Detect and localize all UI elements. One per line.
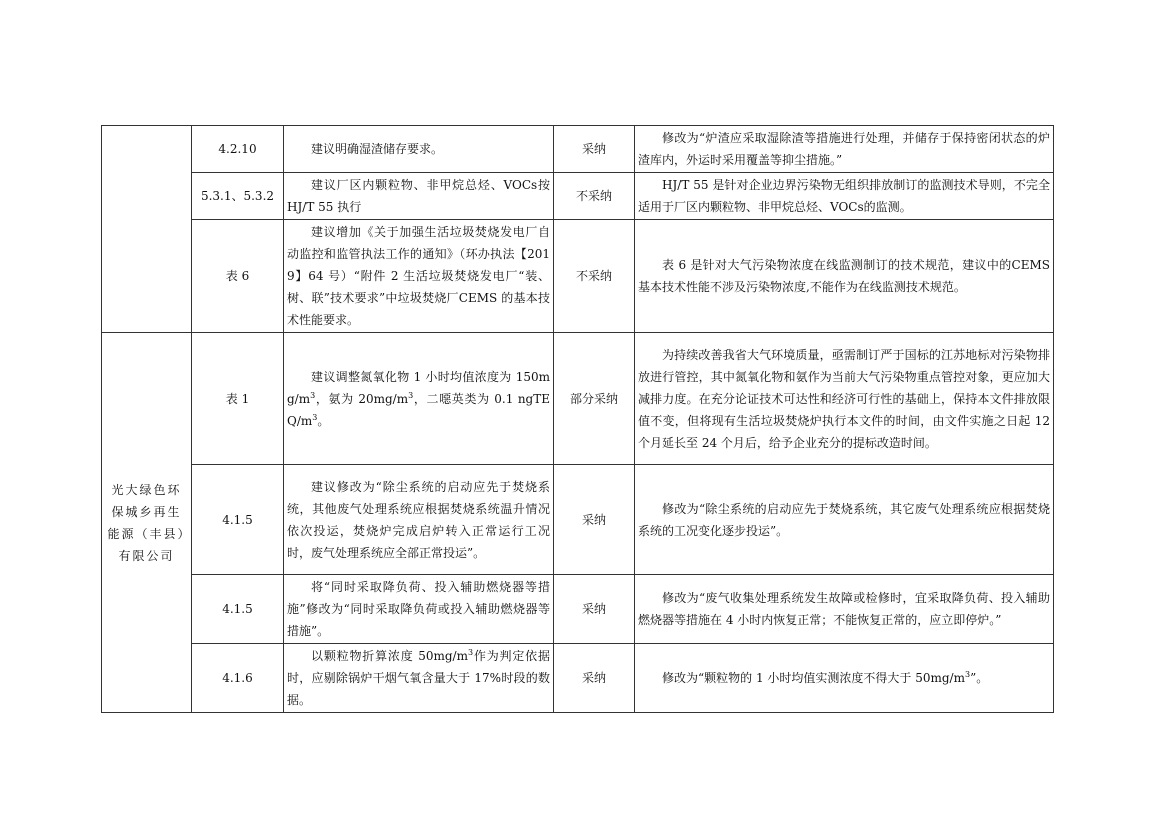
superscript: 3 [467, 648, 474, 657]
explanation-text-head: 修改为“颗粒物的 1 小时均值实测浓度不得大于 50mg/m [662, 671, 965, 685]
suggestion-text-head: 以颗粒物折算浓度 50mg/m [311, 649, 468, 663]
unit-cell: 光大绿色环保城乡再生能源（丰县）有限公司 [102, 333, 192, 713]
suggestion-cell: 将“同时采取降负荷、投入辅助燃烧器等措施”修改为“同时采取降负荷或投入辅助燃烧器等措施”。 [284, 575, 554, 644]
clause-cell: 4.1.6 [192, 644, 284, 713]
clause-cell: 4.1.5 [192, 465, 284, 575]
table-row [102, 465, 1054, 575]
explanation-text-tail: ”。 [970, 671, 989, 685]
suggestion-text-d: 。 [317, 413, 330, 428]
suggestion-cell: 建议厂区内颗粒物、非甲烷总烃、VOCs按 HJ/T 55 执行 [284, 173, 554, 220]
superscript: 3 [964, 670, 971, 679]
suggestion-cell: 建议明确湿渣储存要求。 [284, 126, 554, 173]
explanation-cell: HJ/T 55 是针对企业边界污染物无组织排放制订的监测技术导则，不完全适用于厂区内颗粒物、非甲烷总烃、VOCs的监测。 [635, 173, 1054, 220]
explanation-cell: 修改为“废气收集处理系统发生故障或检修时，宜采取降负荷、投入辅助燃烧器等措施在 4 小时内恢复正常；不能恢复正常的，应立即停炉。” [635, 575, 1054, 644]
explanation-cell [635, 644, 1054, 713]
suggestion-text-tail: 作为判定依据时，应剔除锅炉干烟气氧含量大于 17%时段的数据。 [287, 649, 550, 707]
superscript: 3 [310, 390, 316, 400]
table-row [102, 333, 1054, 465]
suggestion-text-b: ，氨为 20mg/m [315, 391, 409, 406]
suggestion-cell: 建议修改为“除尘系统的启动应先于焚烧系统，其他废气处理系统应根据焚烧系统温升情况依次投运，焚烧炉完成启炉转入正常运行工况时，废气处理系统应全部正常投运”。 [284, 465, 554, 575]
adoption-cell: 采纳 [554, 126, 635, 173]
table-row [102, 220, 1054, 333]
adoption-cell: 采纳 [554, 465, 635, 575]
adoption-cell: 部分采纳 [554, 333, 635, 465]
suggestion-cell [284, 644, 554, 713]
explanation-cell: 表 6 是针对大气污染物浓度在线监测制订的技术规范，建议中的CEMS 基本技术性能不涉及污染物浓度,不能作为在线监测技术规范。 [635, 220, 1054, 333]
adoption-cell: 采纳 [554, 644, 635, 713]
suggestion-text-a: 建议调整氮氧化物 1 小时均值浓度为 150mg/m [287, 369, 550, 406]
superscript: 3 [408, 390, 414, 400]
table-row [102, 644, 1054, 713]
suggestion-cell [284, 333, 554, 465]
clause-cell: 4.1.5 [192, 575, 284, 644]
adoption-cell: 不采纳 [554, 220, 635, 333]
explanation-cell: 为持续改善我省大气环境质量，亟需制订严于国标的江苏地标对污染物排放进行管控，其中氮氧化物和氨作为当前大气污染物重点管控对象，更应加大减排力度。在充分论证技术可达性和经济可行性的基础上，保持本文件排放限值不变，但将现有生活垃圾焚烧炉执行本文件的时间，由文件实施之日起 12 个月延长至 24 个月后，给予企业充分的提标改造时间。 [635, 333, 1054, 465]
adoption-cell: 采纳 [554, 575, 635, 644]
table-row [102, 575, 1054, 644]
superscript: 3 [312, 412, 318, 422]
table-row [102, 126, 1054, 173]
suggestion-text-c: ，二噁英类为 0.1 ngTEQ/m [287, 391, 550, 428]
unit-cell-empty [102, 126, 192, 333]
table-row [102, 173, 1054, 220]
opinion-table [101, 125, 1054, 713]
suggestion-cell: 建议增加《关于加强生活垃圾焚烧发电厂自动监控和监管执法工作的通知》（环办执法【2019】64 号）“附件 2 生活垃圾焚烧发电厂“装、树、联”技术要求”中垃圾焚烧厂CEMS 的基本技术性能要求。 [284, 220, 554, 333]
clause-cell: 表 1 [192, 333, 284, 465]
clause-cell: 5.3.1、5.3.2 [192, 173, 284, 220]
adoption-cell: 不采纳 [554, 173, 635, 220]
explanation-cell: 修改为“炉渣应采取湿除渣等措施进行处理，并储存于保持密闭状态的炉渣库内，外运时采用覆盖等抑尘措施。” [635, 126, 1054, 173]
explanation-cell: 修改为“除尘系统的启动应先于焚烧系统，其它废气处理系统应根据焚烧系统的工况变化逐步投运”。 [635, 465, 1054, 575]
clause-cell: 表 6 [192, 220, 284, 333]
clause-cell: 4.2.10 [192, 126, 284, 173]
